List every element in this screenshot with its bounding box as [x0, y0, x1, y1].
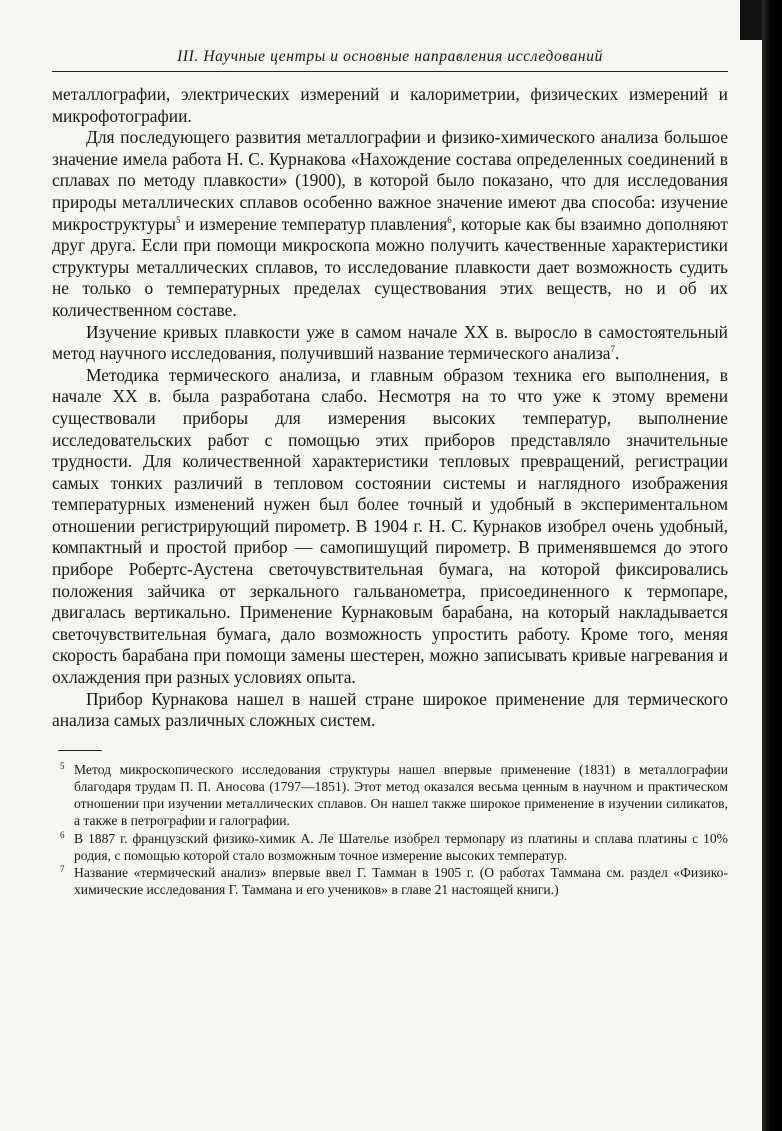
paragraph-4: Методика термического анализа, и главным образом техника его выполнения, в начале XX в. была разработана слабо. Несмотря на то что уже к этому времени существовали приборы для измерения высоких температур, выполнение исследовательских работ с помощью этих приборов представляло значительные трудности. Для количественной характеристики тепловых превращений, регистрации самых тонких различий в тепловом состоянии системы и наглядного изображения температурных изменений нужен был более точный и удобный в экспериментальном отношении регистрирующий пирометр. В 1904 г. Н. С. Курнаков изобрел очень удобный, компактный и простой прибор — самопишущий пирометр. В применявшемся до этого приборе Робертс-Аустена светочувствительная бумага, на которой фиксировались положения зайчика от зеркального гальванометра, присоединенного к термопаре, двигалась вертикально. Применение Курнаковым барабана, на который накладывается светочувствительная бумага, дало возможность упростить работу. Кроме того, меняя скорость барабана при помощи замены шестерен, можно записывать кривые нагревания и охлаждения при разных условиях опыта. — [52, 364, 728, 688]
footnotes — [52, 761, 728, 899]
scan-edge-shadow — [762, 0, 782, 1131]
paragraph-5: Прибор Курнакова нашел в нашей стране широкое применение для термического анализа самых различных сложных систем. — [52, 688, 728, 731]
main-text — [52, 84, 728, 732]
footnote-divider — [58, 750, 102, 751]
footnote-6: 6 В 1887 г. французский физико-химик А. Ле Шателье изобрел термопару из платины и сплава платины с 10% родия, с помощью которой стало возможным точное измерение высоких температур. — [74, 830, 728, 864]
running-head: III. Научные центры и основные направления исследований — [52, 48, 728, 72]
footnote-7: 7 Название «термический анализ» впервые ввел Г. Тамман в 1905 г. (О работах Таммана см. раздел «Физико-химические исследования Г. Таммана и его учеников» в главе 21 настоящей книги.) — [74, 864, 728, 898]
paragraph-3: Изучение кривых плавкости уже в самом начале XX в. выросло в самостоятельный метод научного исследования, получивший название термического анализа$^7$. — [52, 321, 728, 364]
footnote-ref-7[interactable]: 7 — [610, 344, 615, 355]
paragraph-2: Для последующего развития металлографии и физико-химического анализа большое значение имела работа Н. С. Курнакова «Нахождение состава определенных соединений в сплавах по методу плавкости» (1900), в которой было показано, что для исследования природы металлических сплавов особенно важное значение имеют два способа: изучение микроструктуры$^5$ и измерение температур плавления$^6$, которые как бы взаимно дополняют друг друга. Если при помощи микроскопа можно получить качественные характеристики структуры металлических сплавов, то исследование плавкости дает возможность судить не только о температурных пределах существования этих веществ, но и об их количественном составе. — [52, 127, 728, 320]
footnote-mark: 6 — [60, 829, 65, 840]
footnote-ref-5[interactable]: 5 — [175, 214, 181, 225]
paragraph-1: металлографии, электрических измерений и калориметрии, физических измерений и микрофотографии. — [52, 84, 728, 126]
footnote-ref-6[interactable]: 6 — [447, 214, 452, 225]
footnote-mark: 7 — [60, 864, 65, 875]
book-page — [52, 48, 728, 898]
footnote-5: 5 Метод микроскопического исследования структуры нашел впервые применение (1831) в металлографии благодаря трудам П. П. Аносова (1797—1851). Этот метод оказался весьма ценным в научном и практическом отношении при изучении металлических сплавов. Он нашел также широкое применение в изучении силикатов, а также в петрографии и галографии. — [74, 761, 728, 830]
footnote-mark: 5 — [60, 760, 65, 771]
